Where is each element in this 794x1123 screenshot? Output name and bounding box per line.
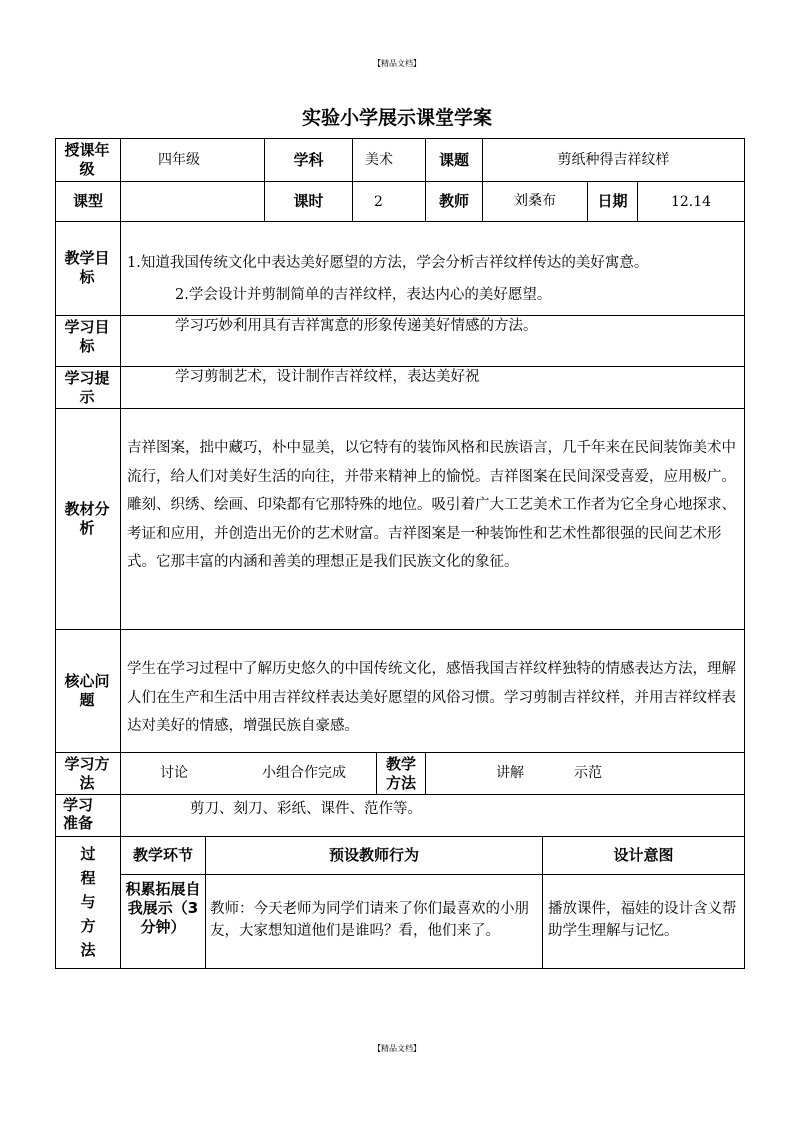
- core-text: 学生在学习过程中了解历史悠久的中国传统文化，感悟我国吉祥纹样独特的情感表达方法，理解人们在生产和生活中用吉祥纹样表达美好愿望的风俗习惯。学习剪制吉祥纹样，并用吉祥纹样表达对美好的情感，增强民族自豪感。: [127, 661, 736, 734]
- grade-value: 四年级: [158, 152, 200, 168]
- topic-label: 课题: [438, 151, 469, 169]
- goals-line-2: 2.学会设计并剪制简单的吉祥纹样，表达内心的美好愿望。: [175, 287, 552, 303]
- material-label: 教材分析: [64, 500, 110, 537]
- study-hint-text: 学习剪制艺术，设计制作吉祥纹样，表达美好祝: [175, 369, 480, 385]
- hours-label: 课时: [293, 192, 324, 210]
- topic-value: 剪纸种得吉祥纹样: [557, 152, 670, 168]
- col-header-teacher-action: 预设教师行为: [328, 846, 419, 864]
- study-method-2: 小组合作完成: [262, 765, 346, 781]
- grade-label: 授课年级: [64, 141, 110, 178]
- material-text: 吉祥图案，拙中藏巧，朴中显美，以它特有的装饰风格和民族语言，几千年来在民间装饰美术中流行，给人们对美好生活的向往，并带来精神上的愉悦。吉祥图案在民间深受喜爱，应用极广。雕刻、织绣、绘画、印染都有它那特殊的地位。吸引着广大工艺美术工作者为它全身心地探求、考证和应用，并创造出无价的艺术财富。吉祥图案是一种装饰性和艺术性都很强的民间艺术形式。它那丰富的内涵和善美的理想正是我们民族文化的象征。: [127, 440, 736, 570]
- design-intent-text: 播放课件，福娃的设计含义帮助学生理解与记忆。: [548, 901, 737, 939]
- date-label: 日期: [597, 192, 628, 210]
- teach-method-label: 教学方法: [385, 755, 416, 792]
- footer-tag: 【精品文档】: [373, 1044, 421, 1053]
- teacher-label: 教师: [438, 192, 469, 210]
- type-label: 课型: [72, 192, 103, 210]
- date-value: 12.14: [670, 194, 712, 210]
- col-header-design-intent: 设计意图: [613, 846, 674, 864]
- study-hint-label: 学习提示: [64, 369, 110, 406]
- subject-label: 学科: [293, 151, 324, 169]
- header-tag: 【精品文档】: [373, 59, 421, 68]
- hours-value: 2: [374, 194, 383, 210]
- study-method-label: 学习方法: [64, 755, 110, 792]
- prep-label: 学习准备: [62, 796, 93, 832]
- study-goal-label: 学习目标: [64, 318, 110, 355]
- core-label: 核心问题: [64, 672, 110, 709]
- subject-value: 美术: [365, 152, 393, 168]
- goals-line-1: 1.知道我国传统文化中表达美好愿望的方法，学会分析吉祥纹样传达的美好寓意。: [127, 255, 649, 271]
- teach-method-1: 讲解: [496, 765, 524, 781]
- goals-label: 教学目标: [64, 249, 110, 286]
- study-method-1: 讨论: [160, 765, 188, 781]
- teacher-action-text: 教师：今天老师为同学们请来了你们最喜欢的小朋友，大家想知道他们是谁吗？看，他们来了。: [210, 901, 529, 939]
- prep-text: 剪刀、刻刀、彩纸、课件、范作等。: [190, 801, 422, 817]
- col-header-stage: 教学环节: [132, 846, 193, 864]
- page-title: 实验小学展示课堂学案: [301, 107, 492, 129]
- teach-method-2: 示范: [574, 765, 602, 781]
- study-goal-text: 学习巧妙利用具有吉祥寓意的形象传递美好情感的方法。: [175, 318, 538, 334]
- teacher-value: 刘桑布: [514, 193, 556, 209]
- stage-name: 积累拓展自我展示（3分钟）: [125, 880, 201, 936]
